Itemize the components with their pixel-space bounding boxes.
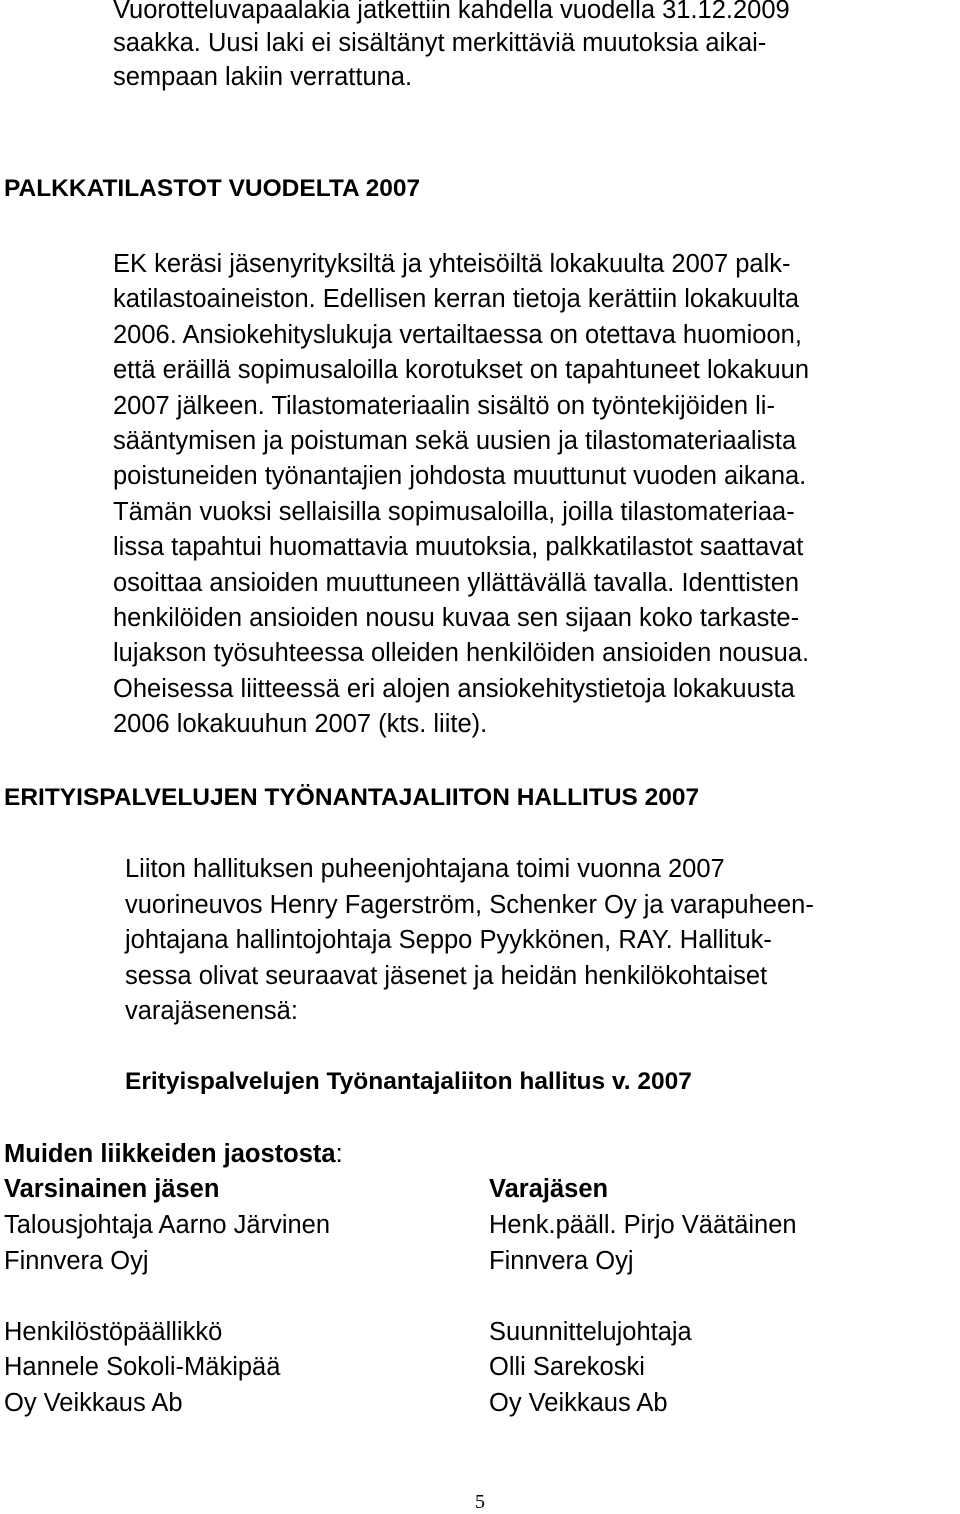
paragraph-line: lujakson työsuhteessa olleiden henkilöiden ansioiden nousua. — [113, 639, 810, 667]
section-heading-palkkatilastot: PALKKATILASTOT VUODELTA 2007 — [4, 175, 421, 202]
paragraph-line: vuorineuvos Henry Fagerström, Schenker Oy ja varapuheen- — [125, 891, 814, 919]
intro-line: Vuorotteluvapaalakia jatkettiin kahdella vuodella 31.12.2009 — [113, 0, 790, 24]
paragraph-line: 2006. Ansiokehityslukuja vertailtaessa on otettava huomioon, — [113, 321, 802, 349]
paragraph-line: henkilöiden ansioiden nousu kuvaa sen sijaan koko tarkaste- — [113, 604, 800, 632]
paragraph-line: sessa olivat seuraavat jäsenet ja heidän henkilökohtaiset — [125, 962, 768, 990]
paragraph-line: Liiton hallituksen puheenjohtajana toimi vuonna 2007 — [125, 855, 725, 883]
group-title — [4, 1137, 343, 1171]
paragraph-line: sääntymisen ja poistuman sekä uusien ja tilastomateriaalista — [113, 427, 797, 455]
paragraph-line: Tämän vuoksi sellaisilla sopimusaloilla, joilla tilastomateriaa- — [113, 498, 795, 526]
member-cell: Oy Veikkaus Ab — [4, 1389, 183, 1417]
board-subheading: Erityispalvelujen Työnantajaliiton hallitus v. 2007 — [125, 1068, 692, 1095]
paragraph-line: Oheisessa liitteessä eri alojen ansiokehitystietoja lokakuusta — [113, 675, 795, 703]
paragraph-line: lissa tapahtui huomattavia muutoksia, palkkatilastot saattavat — [113, 533, 804, 561]
deputy-cell: Olli Sarekoski — [489, 1353, 645, 1381]
column-header-member: Varsinainen jäsen — [4, 1175, 220, 1203]
member-cell: Finnvera Oyj — [4, 1247, 149, 1275]
group-title-text: Muiden liikkeiden jaostosta — [4, 1140, 336, 1168]
paragraph-line: johtajana hallintojohtaja Seppo Pyykkönen, RAY. Hallituk- — [125, 926, 772, 954]
group-title-colon: : — [335, 1140, 343, 1168]
paragraph-line: EK keräsi jäsenyrityksiltä ja yhteisöiltä lokakuulta 2007 palk- — [113, 250, 791, 278]
paragraph-line: varajäsenensä: — [125, 997, 298, 1025]
member-cell: Henkilöstöpäällikkö — [4, 1318, 223, 1346]
member-cell: Hannele Sokoli-Mäkipää — [4, 1353, 281, 1381]
member-cell: Talousjohtaja Aarno Järvinen — [4, 1211, 331, 1239]
intro-line: sempaan lakiin verrattuna. — [113, 63, 413, 91]
deputy-cell: Finnvera Oyj — [489, 1247, 634, 1275]
deputy-cell: Oy Veikkaus Ab — [489, 1389, 668, 1417]
paragraph-line: poistuneiden työnantajien johdosta muuttunut vuoden aikana. — [113, 462, 807, 490]
intro-line: saakka. Uusi laki ei sisältänyt merkittäviä muutoksia aikai- — [113, 29, 767, 57]
paragraph-line: että eräillä sopimusaloilla korotukset on tapahtuneet lokakuun — [113, 356, 810, 384]
column-header-deputy: Varajäsen — [489, 1175, 609, 1203]
paragraph-line: osoittaa ansioiden muuttuneen yllättävällä tavalla. Identtisten — [113, 569, 800, 597]
paragraph-line: 2006 lokakuuhun 2007 (kts. liite). — [113, 710, 488, 738]
deputy-cell: Henk.pääll. Pirjo Väätäinen — [489, 1211, 797, 1239]
deputy-cell: Suunnittelujohtaja — [489, 1318, 692, 1346]
paragraph-line: 2007 jälkeen. Tilastomateriaalin sisältö on työntekijöiden li- — [113, 392, 775, 420]
section-heading-hallitus: ERITYISPALVELUJEN TYÖNANTAJALIITON HALLITUS 2007 — [4, 784, 700, 811]
page-number: 5 — [475, 1491, 485, 1513]
paragraph-line: katilastoaineiston. Edellisen kerran tietoja kerättiin lokakuulta — [113, 285, 800, 313]
